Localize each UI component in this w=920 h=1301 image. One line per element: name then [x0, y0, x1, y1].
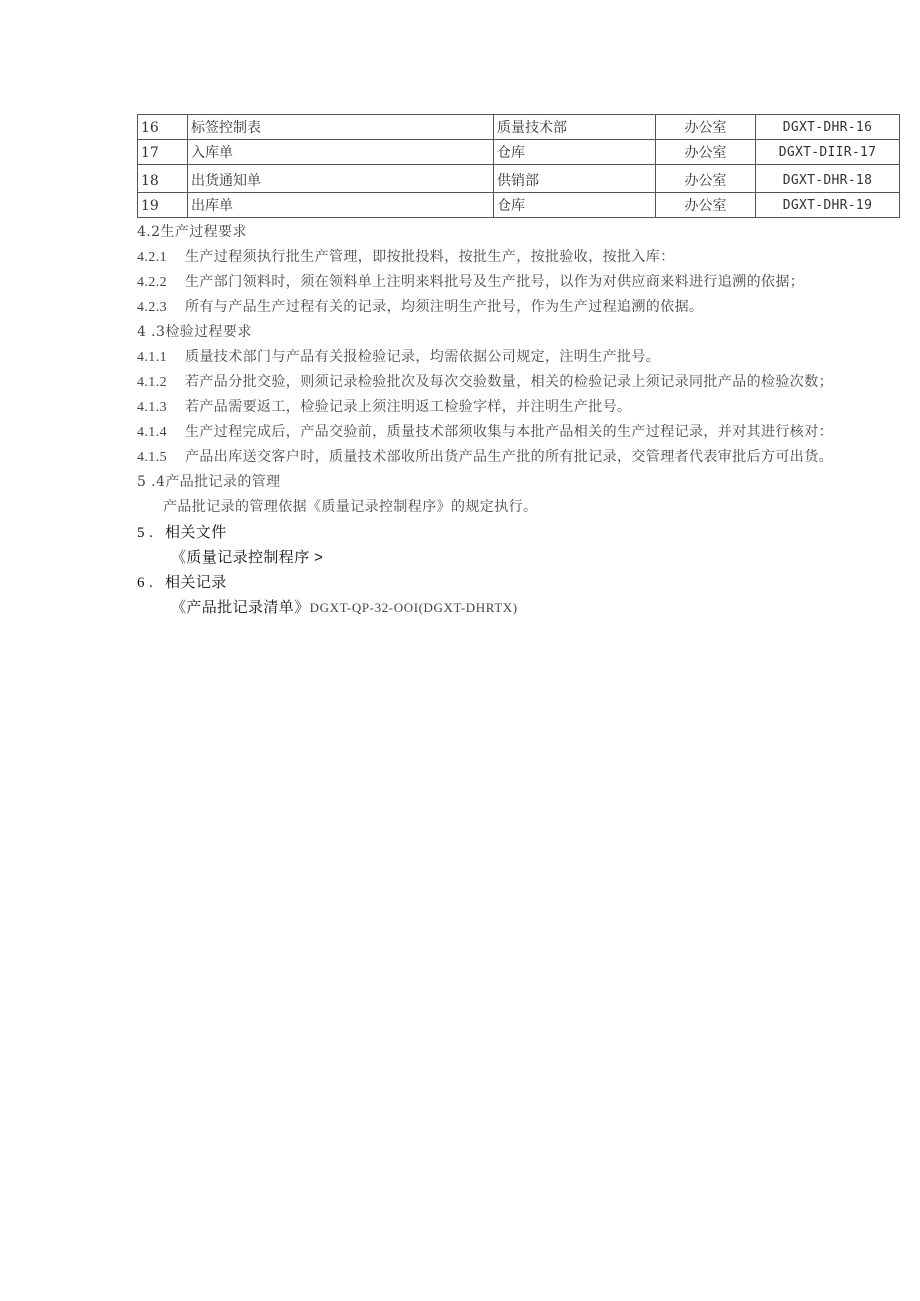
section-title: 相关文件	[165, 524, 227, 541]
clause-4-1-4	[137, 420, 907, 445]
table-row	[138, 140, 900, 165]
clause-number: 4.1.5	[137, 450, 167, 465]
row-number: 18	[138, 165, 188, 193]
clause-text: 质量技术部门与产品有关报检验记录，均需依据公司规定，注明生产批号。	[185, 349, 661, 365]
clause-number: 4.2.3	[137, 300, 167, 315]
department: 仓库	[494, 193, 656, 218]
clause-4-1-2	[137, 370, 907, 395]
clause-text: 若产品分批交验，则须记录检验批次及每次交验数量，相关的检验记录上须记录同批产品的检验次数；	[185, 374, 833, 390]
clause-number: 4.1.2	[137, 375, 167, 390]
clause-number: 4.1.3	[137, 400, 167, 415]
record-code: DGXT-DHR-18	[756, 165, 900, 193]
department: 供销部	[494, 165, 656, 193]
row-number: 17	[138, 140, 188, 165]
clause-number: 4.1.1	[137, 350, 167, 365]
clause-text: 生产过程须执行批生产管理，即按批投料，按批生产，按批验收，按批入库：	[185, 249, 675, 265]
section-heading-4-3: 4 .3检验过程要求	[137, 324, 252, 340]
section-heading-5-4: 5 .4产品批记录的管理	[137, 474, 281, 490]
clause-4-2-1	[137, 245, 907, 270]
related-record-ref	[137, 595, 907, 620]
record-code: DGXT-DHR-19	[756, 193, 900, 218]
clause-text: 生产部门领料时，须在领料单上注明来料批号及生产批号，以作为对供应商来料进行追溯的依据；	[185, 274, 805, 290]
record-list-title: 《产品批记录清单》	[171, 599, 310, 616]
record-code: DGXT-DHR-16	[756, 115, 900, 140]
table-row	[138, 115, 900, 140]
clause-text: 所有与产品生产过程有关的记录，均须注明生产批号，作为生产过程追溯的依据。	[185, 299, 704, 315]
record-name: 标签控制表	[188, 115, 494, 140]
record-name: 出库单	[188, 193, 494, 218]
section-heading-4-2: 4.2生产过程要求	[137, 224, 247, 240]
clause-text: 产品出库送交客户时，质量技术部收所出货产品生产批的所有批记录，交管理者代表审批后方可出货。	[185, 449, 833, 465]
clause-4-2-2	[137, 270, 907, 295]
storage-place: 办公室	[656, 140, 756, 165]
section-number: 6 .	[137, 575, 154, 591]
department: 质量技术部	[494, 115, 656, 140]
record-code: DGXT-DIIR-17	[756, 140, 900, 165]
section-heading-6	[137, 570, 907, 595]
section-5-4-text: 产品批记录的管理依据《质量记录控制程序》的规定执行。	[163, 499, 538, 515]
clause-4-1-5	[137, 445, 907, 470]
document-body	[137, 220, 907, 620]
section-title: 相关记录	[165, 574, 227, 591]
records-table	[137, 114, 900, 218]
storage-place: 办公室	[656, 193, 756, 218]
storage-place: 办公室	[656, 115, 756, 140]
clause-number: 4.2.2	[137, 275, 167, 290]
storage-place: 办公室	[656, 165, 756, 193]
clause-text: 若产品需要返工，检验记录上须注明返工检验字样，并注明生产批号。	[185, 399, 632, 415]
row-number: 19	[138, 193, 188, 218]
department: 仓库	[494, 140, 656, 165]
related-document-ref: 《质量记录控制程序 >	[171, 549, 324, 566]
clause-4-1-1	[137, 345, 907, 370]
record-name: 入库单	[188, 140, 494, 165]
clause-text: 生产过程完成后，产品交验前，质量技术部须收集与本批产品相关的生产过程记录，并对其进行核对：	[185, 424, 833, 440]
section-number: 5 .	[137, 525, 154, 541]
record-list-code: DGXT-QP-32-OOI(DGXT-DHRTX)	[309, 600, 518, 615]
clause-4-2-3	[137, 295, 907, 320]
table-row	[138, 193, 900, 218]
clause-number: 4.2.1	[137, 250, 167, 265]
table-row	[138, 165, 900, 193]
clause-4-1-3	[137, 395, 907, 420]
row-number: 16	[138, 115, 188, 140]
record-name: 出货通知单	[188, 165, 494, 193]
section-heading-5	[137, 520, 907, 545]
clause-number: 4.1.4	[137, 425, 167, 440]
